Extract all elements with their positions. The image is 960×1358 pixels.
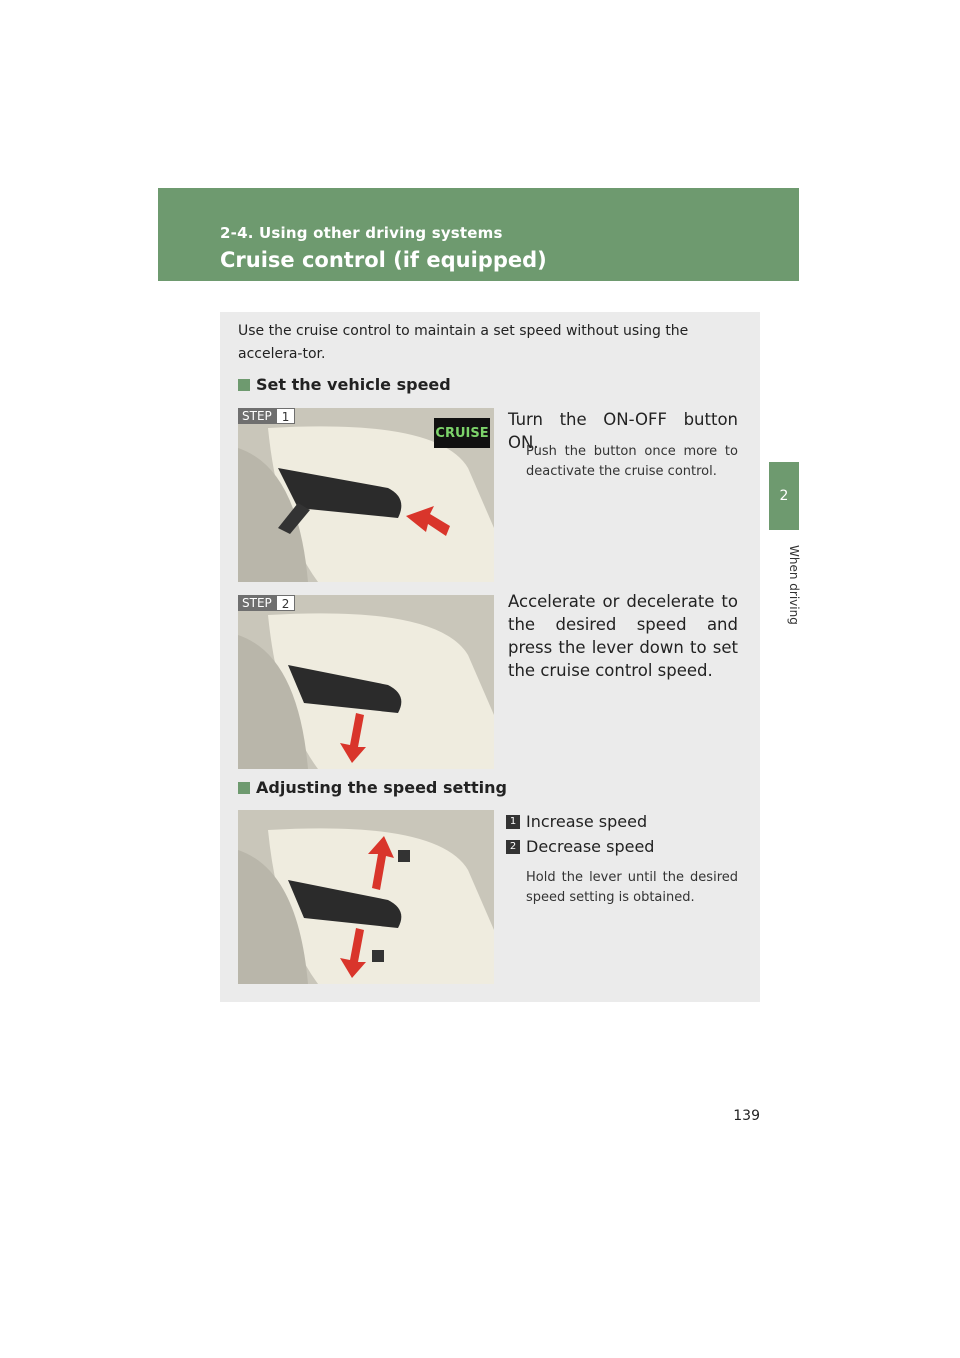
adjust-note: Hold the lever until the desired speed setting is obtained.	[526, 870, 738, 905]
intro-text: Use the cruise control to maintain a set speed without using the accelera-tor.	[238, 323, 689, 362]
set-speed-heading: Set the vehicle speed	[238, 375, 451, 394]
page-header	[158, 188, 799, 281]
decrease-speed-item: 2 Decrease speed	[506, 837, 654, 856]
cruise-indicator: CRUISE	[434, 418, 490, 448]
bullet-square-icon	[238, 782, 250, 794]
step2-text: Accelerate or decelerate to the desired speed and press the lever down to set the cruise control speed.	[508, 592, 738, 680]
adjust-heading: Adjusting the speed setting	[238, 778, 507, 797]
step-badge: STEP 1	[238, 408, 295, 424]
bullet-square-icon	[238, 379, 250, 391]
step1-figure	[238, 408, 494, 582]
step1-text: Turn the ON-OFF button ON.	[508, 410, 738, 452]
page-title: Cruise control (if equipped)	[220, 248, 547, 272]
content-panel	[220, 312, 760, 1002]
section-label: 2-4. Using other driving systems	[220, 224, 503, 242]
page-number: 139	[733, 1108, 760, 1124]
step2-figure	[238, 595, 494, 769]
lever-illustration	[238, 810, 494, 984]
lever-illustration	[238, 595, 494, 769]
chapter-tab: 2	[769, 462, 799, 530]
chapter-label: When driving	[787, 545, 801, 625]
step1-note: Push the button once more to deactivate the cruise control.	[526, 444, 738, 479]
step-badge: STEP 2	[238, 595, 295, 611]
increase-speed-item: 1 Increase speed	[506, 812, 647, 831]
adjust-figure	[238, 810, 494, 984]
